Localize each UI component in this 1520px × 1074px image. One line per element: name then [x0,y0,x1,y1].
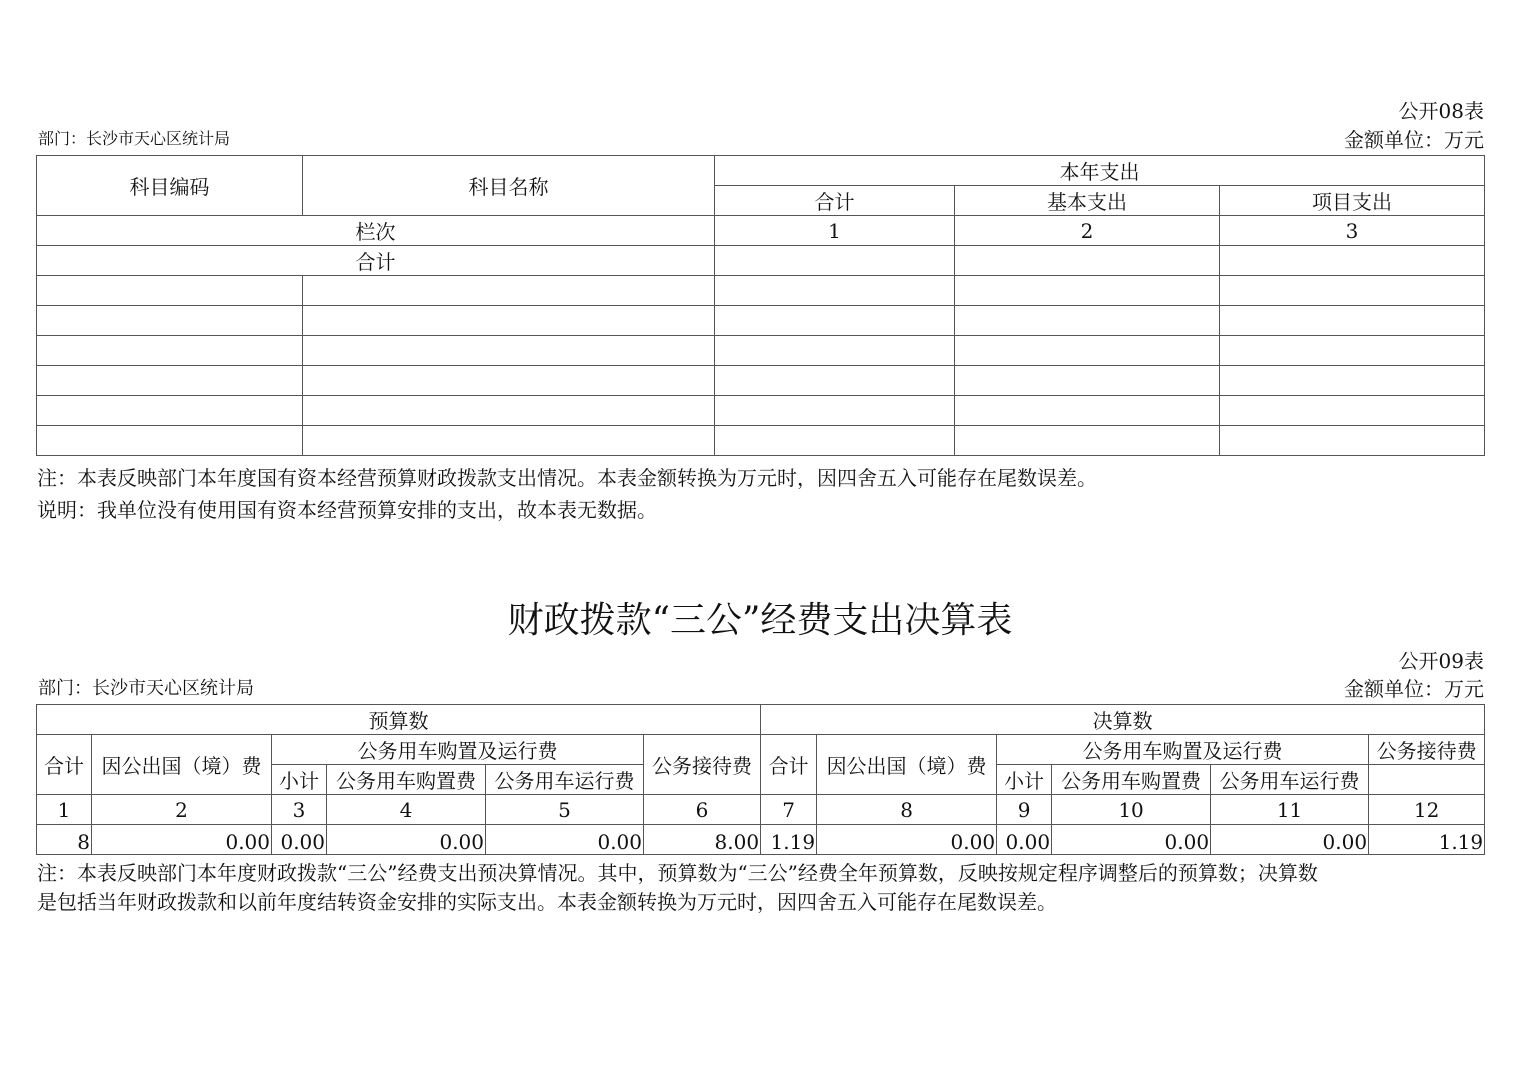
value-cell: 1.19 [1369,825,1485,855]
header-budget-subtotal: 小计 [272,765,327,795]
table-cell [1220,366,1485,396]
value-cell: 0.00 [1052,825,1211,855]
table-cell [955,396,1220,426]
column-number-3: 3 [1220,216,1485,246]
table-cell [303,306,715,336]
table-cell [1220,426,1485,456]
unit-label-08: 金额单位：万元 [1344,128,1484,152]
table-cell [715,426,955,456]
table-cell [1220,276,1485,306]
table09-title: 财政拨款“三公”经费支出决算表 [507,600,1013,641]
table-cell [955,276,1220,306]
header-subject-name: 科目名称 [303,156,715,216]
header-final-subtotal: 小计 [997,765,1052,795]
column-number: 5 [486,795,644,825]
column-number: 3 [272,795,327,825]
table-cell [955,366,1220,396]
value-cell: 8 [37,825,92,855]
table-cell [955,306,1220,336]
header-final-vehicle-purchase: 公务用车购置费 [1052,765,1211,795]
header-final-reception: 公务接待费 [1369,735,1485,765]
value-cell: 0.00 [327,825,486,855]
header-total: 合计 [715,186,955,216]
table-cell [37,306,303,336]
department-label-08: 部门：长沙市天心区统计局 [38,129,231,148]
header-project-expense: 项目支出 [1220,186,1485,216]
header-budget-abroad: 因公出国（境）费 [92,735,272,795]
table09-note-line1: 注：本表反映部门本年度财政拨款“三公”经费支出预决算情况。其中，预算数为“三公”经费全年预算数，反映按规定程序调整后的预算数；决算数 [37,861,1318,885]
header-current-year-expense: 本年支出 [715,156,1485,186]
table08-explanation: 说明：我单位没有使用国有资本经营预算安排的支出，故本表无数据。 [37,498,657,522]
table-cell [37,426,303,456]
column-number-2: 2 [955,216,1220,246]
column-number: 7 [761,795,817,825]
table-cell [1220,336,1485,366]
table-cell [1369,765,1485,795]
table-cell [1220,396,1485,426]
column-number-row [37,795,1485,825]
value-cell: 0.00 [92,825,272,855]
table-cell [303,396,715,426]
column-number: 10 [1052,795,1211,825]
table-row [37,366,1485,396]
table09-note-line2: 是包括当年财政拨款和以前年度结转资金安排的实际支出。本表金额转换为万元时，因四舍五入可能存在尾数误差。 [37,890,1057,914]
three-public-expenses-table [36,704,1485,855]
table-cell [1220,246,1485,276]
table-cell [715,246,955,276]
table-row [37,276,1485,306]
column-number-label: 栏次 [37,216,715,246]
table-cell [303,366,715,396]
value-cell: 0.00 [817,825,997,855]
table-cell [715,366,955,396]
table-cell [715,306,955,336]
header-budget: 预算数 [37,705,761,735]
value-cell: 0.00 [1211,825,1369,855]
table-cell [955,336,1220,366]
table08-note: 注：本表反映部门本年度国有资本经营预算财政拨款支出情况。本表金额转换为万元时，因四舍五入可能存在尾数误差。 [37,466,1097,490]
header-final-abroad: 因公出国（境）费 [817,735,997,795]
value-cell: 8.00 [644,825,761,855]
total-row [37,246,1485,276]
column-number: 2 [92,795,272,825]
column-number: 1 [37,795,92,825]
table-cell [1220,306,1485,336]
column-number: 8 [817,795,997,825]
table-cell [37,366,303,396]
header-budget-vehicle-purchase: 公务用车购置费 [327,765,486,795]
header-final-total: 合计 [761,735,817,795]
department-label-09: 部门：长沙市天心区统计局 [38,678,254,699]
table-cell [715,276,955,306]
header-basic-expense: 基本支出 [955,186,1220,216]
table-cell [37,396,303,426]
header-final-vehicle-operation: 公务用车运行费 [1211,765,1369,795]
header-budget-vehicle: 公务用车购置及运行费 [272,735,644,765]
value-cell: 0.00 [997,825,1052,855]
table-row [37,336,1485,366]
table-cell [715,396,955,426]
header-budget-vehicle-operation: 公务用车运行费 [486,765,644,795]
header-final-vehicle: 公务用车购置及运行费 [997,735,1369,765]
table-cell [37,276,303,306]
header-budget-reception: 公务接待费 [644,735,761,795]
column-number-row [37,216,1485,246]
header-subject-code: 科目编码 [37,156,303,216]
table-row [37,306,1485,336]
column-number-1: 1 [715,216,955,246]
value-cell: 0.00 [272,825,327,855]
table-cell [955,246,1220,276]
value-cell: 0.00 [486,825,644,855]
state-capital-expenditure-table [36,155,1485,456]
table-cell [715,336,955,366]
table-row [37,426,1485,456]
table-cell [37,336,303,366]
table-cell [955,426,1220,456]
total-row-label: 合计 [37,246,715,276]
column-number: 12 [1369,795,1485,825]
table-cell [303,336,715,366]
table-cell [303,276,715,306]
column-number: 11 [1211,795,1369,825]
table-code-08: 公开08表 [1398,99,1484,123]
column-number: 9 [997,795,1052,825]
unit-label-09: 金额单位：万元 [1344,677,1484,701]
header-budget-total: 合计 [37,735,92,795]
table-cell [303,426,715,456]
table-code-09: 公开09表 [1398,649,1484,673]
table-row [37,396,1485,426]
value-cell: 1.19 [761,825,817,855]
header-final: 决算数 [761,705,1485,735]
column-number: 6 [644,795,761,825]
value-row [37,825,1485,855]
column-number: 4 [327,795,486,825]
